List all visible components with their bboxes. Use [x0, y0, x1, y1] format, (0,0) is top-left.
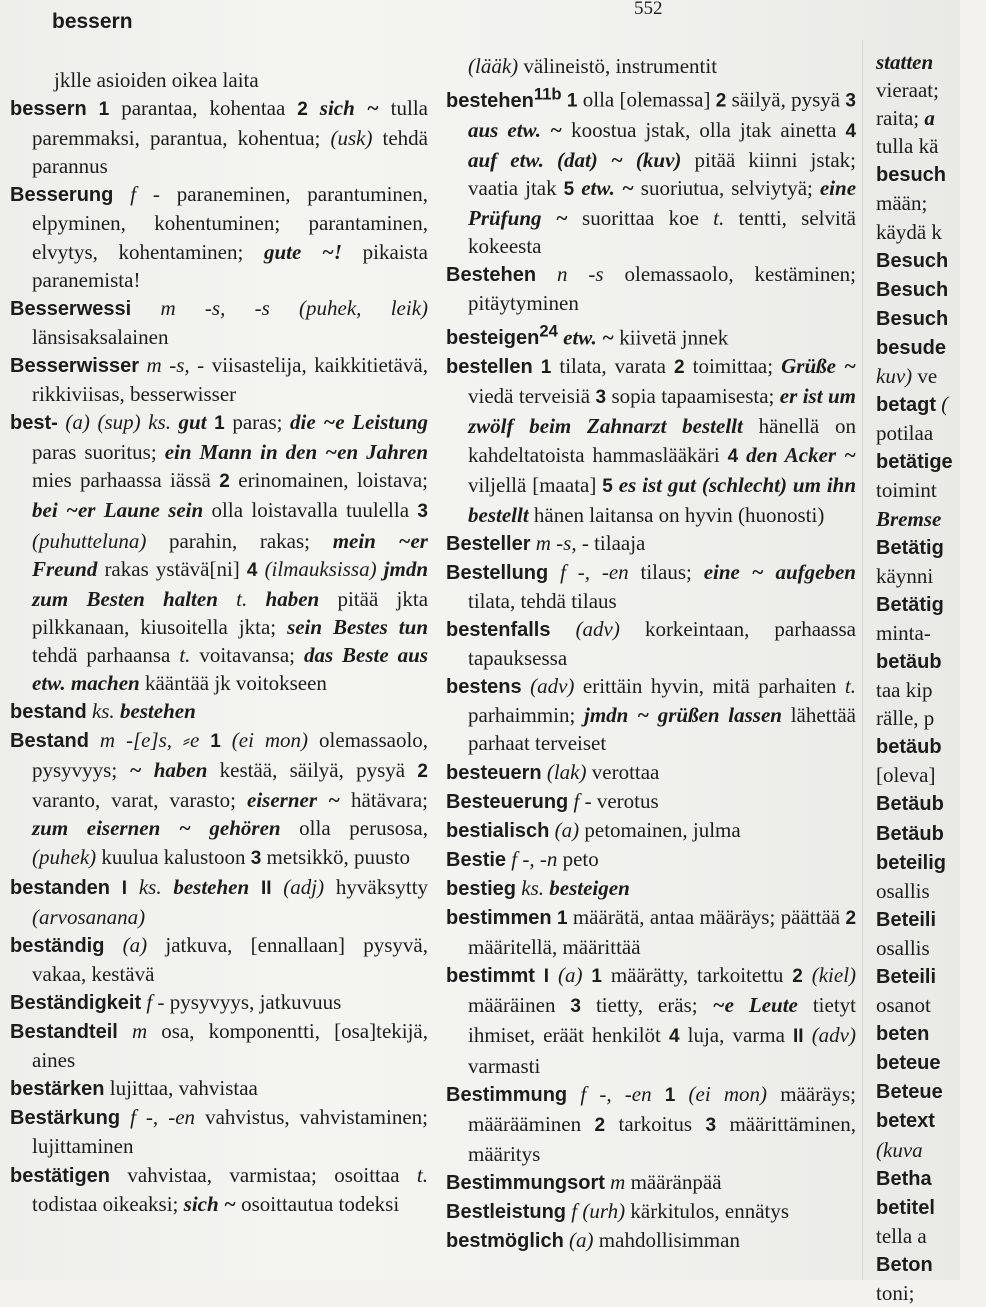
dictionary-entry: minta- — [876, 620, 931, 645]
dictionary-entry: bestialisch (a) petomainen, julma — [446, 817, 741, 842]
dictionary-entry: Bremse — [876, 506, 942, 531]
dictionary-entry: vieraat; — [876, 78, 939, 103]
dictionary-entry: Betätig — [876, 593, 944, 616]
dictionary-entry: betäub — [876, 736, 942, 759]
dictionary-entry: bestimmen 1 määrätä, antaa määräys; päättää 2 määritellä, määrittää — [446, 905, 857, 960]
dictionary-entry: Beteili — [876, 908, 937, 931]
dictionary-entry: Besteller m -s, - tilaaja — [446, 530, 646, 555]
dictionary-entry: Bestellung f -, -en tilaus; eine ~ aufgeben tilata, tehdä tilaus — [446, 559, 856, 613]
dictionary-entry: Besserwisser m -s, - viisastelija, kaikkitietävä, rikkiviisas, besserwisser — [10, 352, 428, 407]
dictionary-entry: toimint — [876, 478, 937, 503]
dictionary-entry: rälle, p — [876, 706, 935, 731]
dictionary-entry: bestätigen vahvistaa, varmistaa; osoittaa t. todistaa oikeaksi; sich ~ osoittautua todeksi — [10, 1162, 428, 1216]
dictionary-entry: betäub — [876, 650, 942, 673]
dictionary-entry: bestellen 1 tilata, varata 2 toimittaa; Grüße ~ viedä terveisiä 3 sopia tapaamisesta; er ist um zwölf beim Zahnarzt bestellt hänellä on kahdeltatoista hammaslääkäri 4 den Acker ~ viljellä [maata] 5 es ist gut (schlecht) um ihn bestellt hänen laitansa on hyvin (huonosti) — [446, 354, 857, 527]
dictionary-entry: Bestleistung f (urh) kärkitulos, ennätys — [446, 1198, 790, 1223]
dictionary-entry: käydä k — [876, 219, 942, 244]
dictionary-entry: betitel — [876, 1196, 935, 1219]
dictionary-entry: toni; — [876, 1281, 915, 1306]
dictionary-entry: Betäub — [876, 793, 944, 816]
dictionary-entry: osallis — [876, 878, 930, 903]
dictionary-entry: Beteili — [876, 966, 937, 988]
dictionary-entry: bestärken lujittaa, vahvistaa — [10, 1076, 258, 1101]
dictionary-entry: beteilig — [876, 851, 947, 874]
dictionary-entry: mään; — [876, 191, 928, 216]
dictionary-entry: beständig (a) jatkuva, [ennallaan] pysyvä, vakaa, kestävä — [10, 932, 428, 986]
dictionary-entry: besude — [876, 336, 947, 359]
dictionary-entry: tulla kä — [876, 134, 939, 159]
dictionary-entry: Besteuerung f - verotus — [446, 788, 659, 813]
dictionary-entry: Beständigkeit f - pysyvyys, jatkuvuus — [10, 990, 342, 1014]
dictionary-entry: beten — [876, 1023, 930, 1046]
dictionary-entry: Betäub — [876, 822, 944, 845]
dictionary-entry: besteuern (lak) verottaa — [446, 759, 660, 784]
dictionary-entry: bestanden I ks. bestehen II (adj) hyväksytty (arvosanana) — [10, 874, 429, 929]
dictionary-entry: raita; a — [876, 106, 935, 131]
dictionary-entry: Besuch — [876, 307, 949, 330]
dictionary-entry: Bestimmung f -, -en 1 (ei mon) määräys; määrääminen 2 tarkoitus 3 määrittäminen, määritys — [446, 1081, 857, 1166]
dictionary-entry: Betätig — [876, 536, 944, 559]
dictionary-entry: Betha — [876, 1167, 932, 1190]
dictionary-entry: bestimmt I (a) 1 määrätty, tarkoitettu 2 (kiel) määräinen 3 tietty, eräs; ~e Leute tietyt ihmiset, eräät henkilöt 4 luja, varma II (adv) varmasti — [446, 963, 857, 1078]
dictionary-entry: Besserung f - paraneminen, parantuminen, elpyminen, kohentuminen; parantaminen, elvytys, kohentaminen; gute ~! pikaista paranemista! — [10, 182, 428, 292]
dictionary-entry: käynni — [876, 563, 934, 588]
dictionary-entry: Besuch — [876, 249, 949, 272]
dictionary-entry: [oleva] — [876, 763, 936, 788]
dictionary-entry: tella a — [876, 1223, 927, 1248]
dictionary-entry: best- (a) (sup) ks. gut 1 paras; die ~e Leistung paras suoritus; ein Mann in den ~en Jahren mies parhaassa iässä 2 erinomainen, loistava; bei ~er Laune sein olla loistavalla tuulella 3 (puhutteluna) parahin, rakas; mein ~er Freund rakas ystävä[ni] 4 (ilmauksissa) jmdn zum Besten halten t. haben pitää jkta pilkkanaan, kiusoitella jkta; sein Bestes tun tehdä parhaansa t. voitavansa; das Beste aus etw. machen kääntää jk voitokseen — [10, 410, 429, 695]
dictionary-entry: Bestandteil m osa, komponentti, [osa]tekijä, aines — [10, 1019, 428, 1073]
dictionary-entry: statten — [876, 50, 934, 74]
dictionary-entry: bestenfalls (adv) korkeintaan, parhaassa tapauksessa — [446, 617, 857, 671]
dictionary-entry: osallis — [876, 935, 930, 960]
right-column — [876, 48, 986, 1306]
dictionary-entry: potilaa — [876, 421, 934, 446]
dictionary-entry: bestens (adv) erittäin hyvin, mitä parhaiten t. parhaimmin; jmdn ~ grüßen lassen lähettää parhaat terveiset — [446, 674, 856, 756]
dictionary-entry: Besserwessi m -s, -s (puhek, leik) länsisaksalainen — [10, 295, 429, 349]
running-head: bessern — [52, 10, 133, 33]
dictionary-entry: Besuch — [876, 278, 949, 301]
dictionary-entry: beteue — [876, 1052, 941, 1075]
dictionary-entry: Bestärkung f -, -en vahvistus, vahvistaminen; lujittaminen — [10, 1105, 428, 1159]
dictionary-entry: (lääk) välineistö, instrumentit — [468, 54, 718, 78]
dictionary-entry: kuv) ve — [876, 364, 938, 389]
dictionary-entry: besuch — [876, 164, 947, 187]
dictionary-entry: (kuva — [876, 1137, 923, 1162]
column-divider — [862, 40, 863, 1280]
dictionary-entry: bestand ks. bestehen — [10, 699, 196, 724]
middle-column — [446, 52, 856, 1266]
dictionary-entry: bestieg ks. besteigen — [446, 875, 630, 900]
dictionary-entry: betagt ( — [876, 392, 949, 417]
dictionary-entry: betätige — [876, 451, 953, 474]
dictionary-entry: jklle asioiden oikea laita — [54, 68, 259, 92]
page-number: 552 — [634, 0, 663, 19]
left-column — [10, 66, 428, 1280]
dictionary-entry: Bestehen n -s olemassaolo, kestäminen; pitäytyminen — [446, 262, 856, 316]
dictionary-entry: Bestand m -[e]s, ⸗e 1 (ei mon) olemassaolo, pysyvyys; ~ haben kestää, säilyä, pysyä 2 varanto, varat, varasto; eiserner ~ hätävara; zum eisernen ~ gehören olla perusosa, (puhek) kuulua kalustoon 3 metsikkö, puusto — [10, 728, 429, 869]
dictionary-entry: Beteue — [876, 1081, 943, 1104]
dictionary-entry: Beton — [876, 1253, 933, 1276]
dictionary-entry: besteigen$^{24}$ etw. ~ kiivetä jnnek — [446, 321, 729, 350]
dictionary-entry: Bestie f -, -n peto — [446, 846, 599, 871]
dictionary-entry: bestehen$^{11b}$ 1 olla [olemassa] 2 säilyä, pysyä 3 aus etw. ~ koostua jstak, olla jtak ainetta 4 auf etw. (dat) ~ (kuv) pitää kiinni jstak; vaatia jtak 5 etw. ~ suoriutua, selviytyä; eine Prüfung ~ suorittaa koe t. tentti, selvitä kokeesta — [446, 84, 857, 259]
dictionary-entry: betext — [876, 1110, 935, 1133]
dictionary-entry: osanot — [876, 993, 931, 1018]
dictionary-entry: taa kip — [876, 678, 933, 703]
dictionary-entry: Bestimmungsort m määränpää — [446, 1169, 722, 1194]
dictionary-entry: bestmöglich (a) mahdollisimman — [446, 1228, 740, 1253]
dictionary-entry: bessern 1 parantaa, kohentaa 2 sich ~ tulla paremmaksi, parantua, kohentua; (usk) tehdä parannus — [10, 96, 429, 179]
